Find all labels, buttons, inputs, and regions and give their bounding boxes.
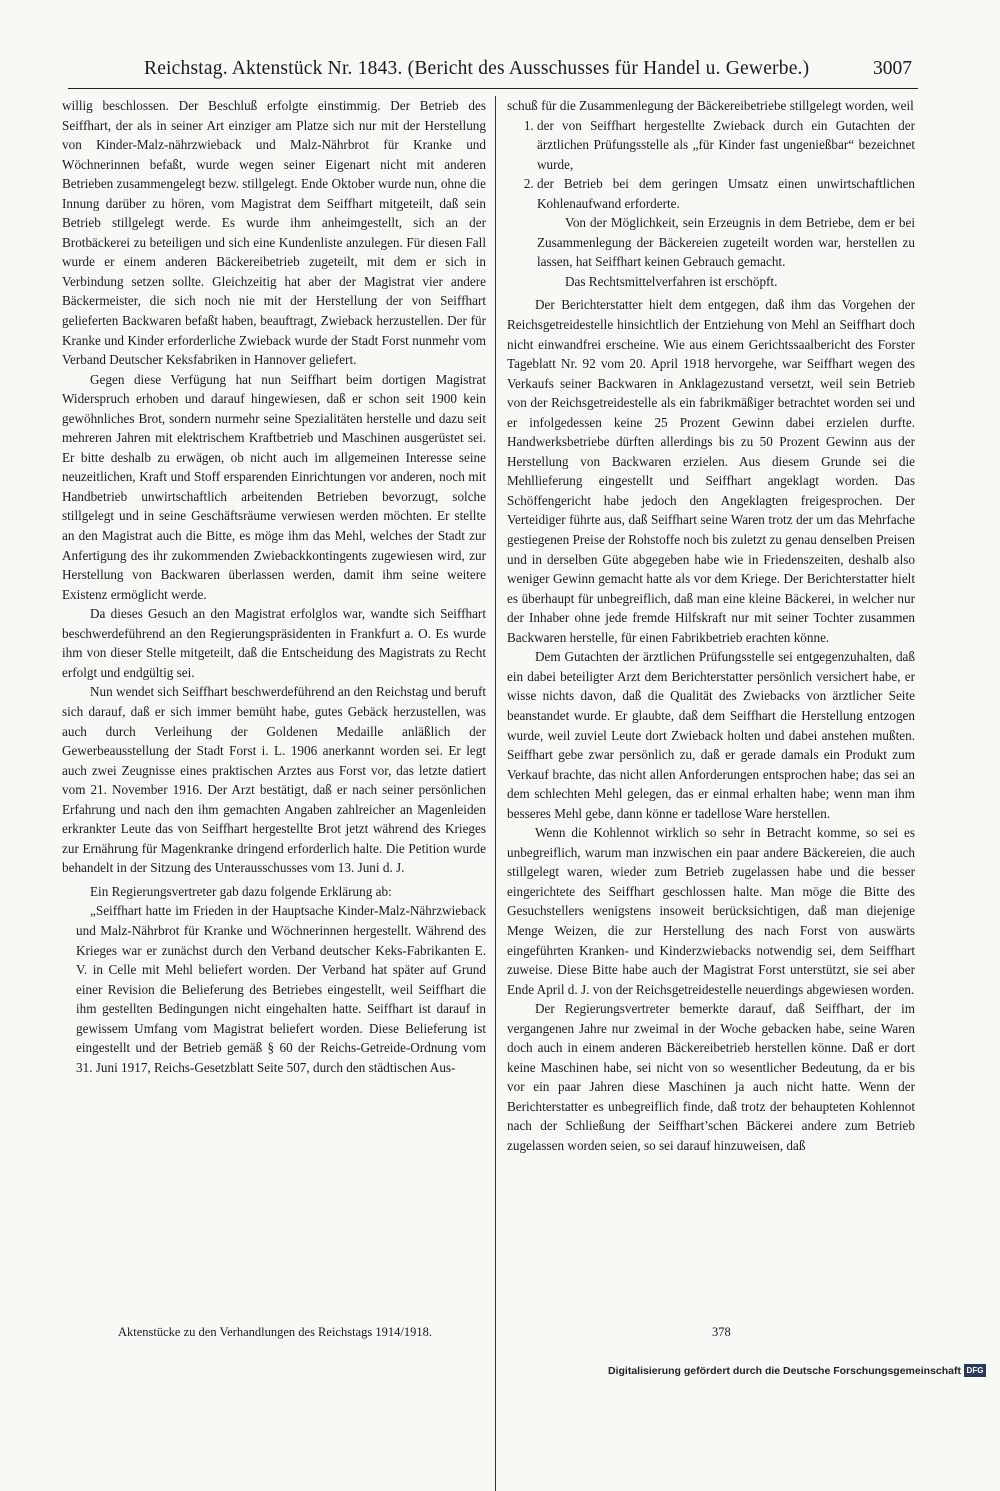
column-divider [495,96,496,1491]
paragraph: Von der Möglichkeit, sein Erzeugnis in dem Betriebe, dem er bei Zusammenlegung der Bäckereien zugeteilt worden war, herstellen zu lassen, hat Seiffhart keinen Gebrauch gemacht. [537,215,915,270]
paragraph: Dem Gutachten der ärztlichen Prüfungsstelle sei entgegenzuhalten, daß ein dabei beteiligter Arzt dem Berichterstatter persönlich versichert habe, er wisse nichts davon, daß die Qualität des Zwiebacks von ärztlicher Seite beanstandet wurde. Er glaubte, daß dem Seiffhart die Herstellung entzogen wurde, weil zuviel Leute dort Zwieback holten und dabei anstehen mußten. Seiffhart gebe zwar persönlich zu, daß er gerade damals ein Produkt zum Verkauf brachte, das nicht allen Anforderungen entsprochen habe; das sei an dem schlechten Mehl gelegen, das er einmal erhalten habe; wenn man ihm besseres Mehl gebe, dann könne er tadellose Ware herstellen. [507,649,915,821]
running-title: Reichstag. Aktenstück Nr. 1843. (Bericht des Ausschusses für Handel u. Gewerbe.) [144,58,810,79]
paragraph: Der Regierungsvertreter bemerkte darauf, daß Seiffhart, der im vergangenen Jahre nur zweimal in der Woche gebacken habe, seine Waren doch auch in einem anderen Bäckereibetrieb herstellen könne. Daß er dort keine Maschinen habe, sei nicht von so wesentlicher Bedeutung, da er bis vor ein paar Jahren diese Maschinen ja auch nicht hatte. Wenn der Berichterstatter es unbegreiflich finde, daß trotz der behaupteten Kohlennot nach der Schließung der Seiffhart’schen Bäckerei andere zum Betrieb zugelassen worden seien, so sei darauf hinzuweisen, daß [507,1001,915,1153]
paragraph: Ein Regierungsvertreter gab dazu folgende Erklärung ab: [90,883,392,899]
paragraph: Das Rechtsmittelverfahren ist erschöpft. [565,273,778,289]
quoted-statement: „Seiffhart hatte im Frieden in der Hauptsache Kinder-Malz-Nährzwieback und Malz-Nährbrot für Kranke und Wöchnerinnen hergestellt. Während des Krieges war er zunächst durch den Verband deutscher Keks-Fabrikanten E. V. in Celle mit Mehl beliefert worden. Der Verband hat später auf Grund einer Revision die Belieferung des Betriebes eingestellt, weil Seiffhart die ihm gestellten Bedingungen nicht eingehalten hatte. Seiffhart ist darauf in gewissem Umfang vom Magistrat beliefert worden. Diese Belieferung ist eingestellt und der Betrieb gemäß § 60 der Reichs-Getreide-Ordnung vom 31. Juni 1917, Reichs-Gesetzblatt Seite 507, durch den städtischen Aus- [76,903,486,1075]
paragraph: Da dieses Gesuch an den Magistrat erfolglos war, wandte sich Seiffhart beschwerdeführend an den Regierungspräsidenten in Frankfurt a. O. Es wurde ihm von dieser Stelle mitgeteilt, daß die Entscheidung des Magistrats zu Recht erfolgt und endgültig sei. [62,606,486,680]
footer-publication: Aktenstücke zu den Verhandlungen des Reichstags 1914/1918. [118,1325,432,1339]
list-item: 1. der von Seiffhart hergestellte Zwieback durch ein Gutachten der ärztlichen Prüfungsstelle als „für Kinder fast ungenießbar“ bezeichnet wurde, [537,116,915,175]
paragraph: Der Berichterstatter hielt dem entgegen, daß ihm das Vorgehen der Reichsgetreidestelle hinsichtlich der Entziehung von Mehl an Seiffhart doch nicht einwandfrei erscheine. Wie aus einem Gerichtssaalbericht des Forster Tageblatt Nr. 92 vom 20. April 1918 hervorgehe, war Seiffhart wegen des Verkaufs seiner Backwaren in Anklagezustand versetzt, weil sein Betrieb von der Reichsgetreidestelle als ein fabrikmäßiger betrachtet worden sei und er infolgedessen keine 25 Prozent Gewinn dabei erzielen durfte. Handwerksbetriebe dürften allerdings bis zu 50 Prozent Gewinn aus der Herstellung von Backwaren erzielen. Aus diesem Grunde sei die Mehllieferung eingestellt und Seiffhart angeklagt worden. Das Schöffengericht habe jedoch den Angeklagten freigesprochen. Der Verteidiger führte aus, daß Seiffhart seine Waren trotz der um das Mehrfache gestiegenen Preise der Rohstoffe noch bis zuletzt zu genau denselben Preisen und in derselben Güte abgegeben habe wie in Friedenszeiten, deshalb also weniger Gewinn gemacht hatte als vor dem Kriege. Der Berichterstatter hielt es überhaupt für unbegreiflich, daß man eine kleine Bäckerei, in welcher nur der Inhaber ohne jede fremde Hilfskraft nur mit seiner Tochter zusammen Backwaren herstelle, für einen Fabrikbetrieb erachten könne. [507,297,915,645]
numbered-list [507,116,915,214]
paragraph: willig beschlossen. Der Beschluß erfolgte einstimmig. Der Betrieb des Seiffhart, der als in seiner Art einziger am Platze sich nur mit der Herstellung von Kinder-Malz-nährzwieback und Malz-Nährbrot für Kranke und Wöchnerinnen befaßt, wurde wegen seiner Eigenart nicht mit anderen Betrieben zusammengelegt bezw. stillgelegt. Ende Oktober wurde nun, ohne die Innung darüber zu hören, vom Magistrat dem Seiffhart mitgeteilt, daß sein Betrieb stillgelegt werde. Es wurde ihm anheimgestellt, sich an der Brotbäckerei zu beteiligen und sich eine Kundenliste anzulegen. Für diesen Fall wurde er einem anderen Bäckereibetrieb zugeteilt, mit dem er sich in Verbindung setzen sollte. Gleichzeitig hat aber der Magistrat vier andere Bäckermeister, die sich noch nie mit der Herstellung der von Seiffhart gelieferten Backwaren befaßt haben, beauftragt, Zwieback herzustellen. Der für Kranke und Kinder erforderliche Zwieback wurde der Stadt Forst nunmehr vom Verband Deutscher Keksfabriken in Hannover geliefert. [62,98,486,368]
dfg-logo-icon: DFG [964,1364,986,1377]
dfg-credit [608,1364,986,1377]
paragraph: Gegen diese Verfügung hat nun Seiffhart beim dortigen Magistrat Widerspruch erhoben und darauf hingewiesen, daß er schon seit 1900 kein gewöhnliches Brot, sondern nurmehr seine Spezialitäten herstelle und dazu seit mehreren Jahren mit elektrischem Kraftbetrieb und Maschinen ausgerüstet sei. Er bitte deshalb zu erwägen, ob nicht auch im allgemeinen Interesse seine neuzeitlichen, Kraft und Stoff ersparenden Einrichtungen vor anderen, noch mit Handbetrieb unwirtschaftlich arbeitenden Betrieben bevorzugt, solche stillgelegt und in seine Geschäftsräume verwiesen werden möchten. Er stellte an den Magistrat auch die Bitte, es möge ihm das Mehl, welches der Stadt zur Anfertigung des ihr zukommenden Zwiebackkontingents zugewiesen wird, zur Herstellung von Backwaren überlassen werden, damit ihm seine weitere Existenz ermöglicht werde. [62,371,486,602]
paragraph: Wenn die Kohlennot wirklich so sehr in Betracht komme, so sei es unbegreiflich, warum man inzwischen ein paar andere Bäckereien, die auch stillgelegt waren, wieder zum Betrieb zugelassen habe und die besser eingerichtete des Seiffhart geschlossen halte. Man möge die Bitte des Gesuchstellers wenigstens insoweit berücksichtigen, daß man diejenige Menge Weizen, die zur Herstellung des nach Forst von auswärts eingeführten Kranken- und Kinderzwiebacks notwendig sei, dem Seiffhart zuweise. Diese Bitte habe auch der Magistrat Forst unterstützt, sie sei aber Ende April d. J. von der Reichsgetreidestelle neuerdings abgewiesen worden. [507,825,915,997]
list-item: 2. der Betrieb bei dem geringen Umsatz einen unwirtschaftlichen Kohlenaufwand erforderte. [537,174,915,213]
right-column [507,96,915,1156]
dfg-credit-text: Digitalisierung gefördert durch die Deutsche Forschungsgemeinschaft [608,1364,961,1377]
running-header [68,56,918,89]
left-column [62,96,486,1077]
paragraph: Nun wendet sich Seiffhart beschwerdeführend an den Reichstag und beruft sich darauf, daß er sich immer bemüht habe, gutes Gebäck herzustellen, was auch durch Verleihung der Goldenen Medaille anläßlich der Gewerbeausstellung der Stadt Forst i. L. 1906 anerkannt worden sei. Er legt auch zwei Zeugnisse eines praktischen Arztes aus Forst vor, das letzte datiert vom 21. November 1916. Der Arzt bestätigt, daß er nach seiner persönlichen Erfahrung und nach den ihm gemachten Angaben zahlreicher an Magenleiden erkrankter Leute das von Seiffhart hergestellte Brot jetzt während des Krieges zur Ernährung für Magenkranke dringend erforderlich halte. Die Petition wurde behandelt in der Sitzung des Unterausschusses vom 13. Juni d. J. [62,684,486,876]
page-number: 3007 [873,58,912,79]
paragraph: schuß für die Zusammenlegung der Bäckereibetriebe stillgelegt worden, weil [507,98,914,113]
footer-sheet-number: 378 [712,1325,731,1339]
